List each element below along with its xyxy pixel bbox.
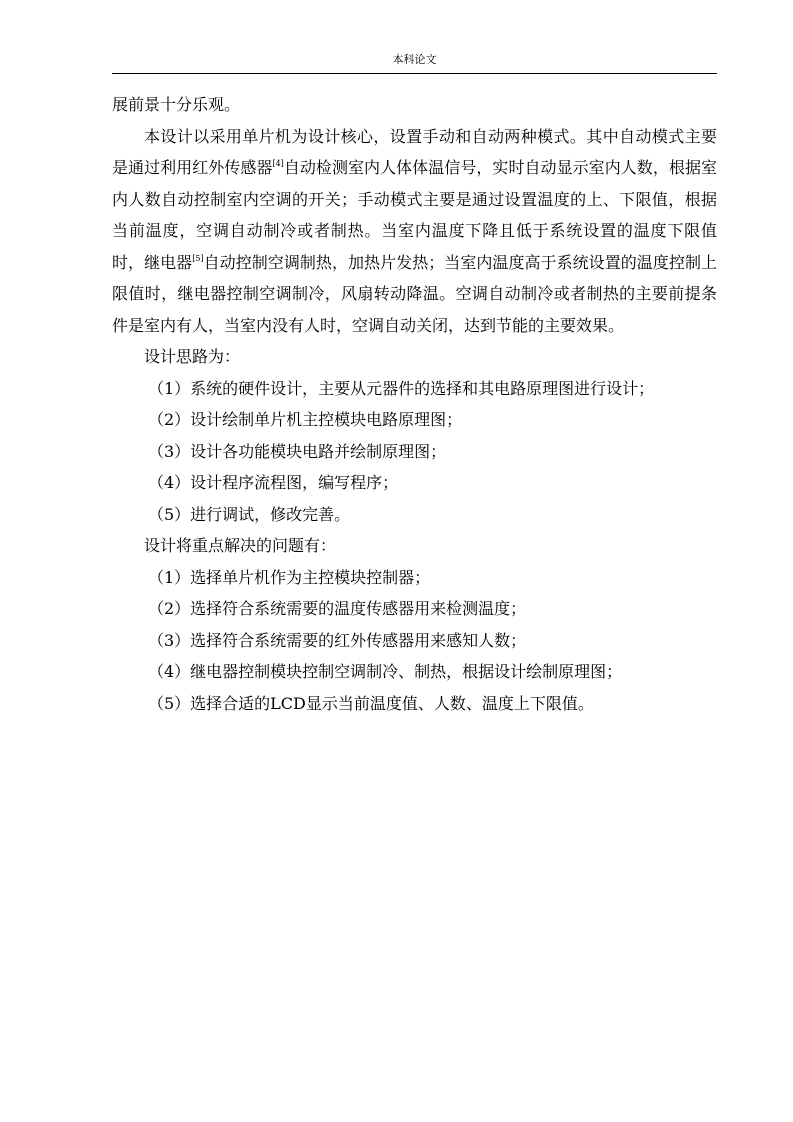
header-rule [112,73,717,74]
list-item: （5）选择合适的LCD显示当前温度值、人数、温度上下限值。 [148,693,594,713]
citation-ref: [5] [192,253,204,263]
paragraph-text: 自动控制空调制热，加热片发热；当室内温度高于系统设置的温度控制上限值时，继电器控制空调制冷，风扇转动降温。空调自动制冷或者制热的主要前提条件是室内有人，当室内没有人时，空调自动关闭，达到节能的主要效果。 [112,252,717,335]
list-item: （4）设计程序流程图，编写程序； [148,473,399,492]
paragraph-text: 本设计以采用单片机为设计核心，设置手动和自动两种模式。其中自动模式主要是通过利用红外传感器 [112,126,717,177]
citation-ref: [4] [272,159,284,168]
paragraph-continuation: 展前景十分乐观。 [112,95,241,114]
paragraph-design-overview [112,121,717,342]
list-item: （4）继电器控制模块控制空调制冷、制热，根据设计绘制原理图； [148,662,623,681]
body-text [112,89,717,719]
list-item: （3）选择符合系统需要的红外传感器用来感知人数； [148,630,527,650]
page-header: 本科论文 [392,53,437,66]
list-item: （5）进行调试，修改完善。 [148,504,351,524]
key-problems-heading: 设计将重点解决的问题有： [144,536,337,555]
list-item: （3）设计各功能模块电路并绘制原理图； [148,441,447,461]
paragraph-text: 自动检测室内人体体温信号，实时自动显示室内人数，根据室内人数自动控制室内空调的开关；手动模式主要是通过设置温度的上、下限值，根据当前温度，空调自动制冷或者制热。当室内温度下降且低于系统设置的温度下限值时，继电器 [112,158,717,272]
list-item: （2）设计绘制单片机主控模块电路原理图； [148,410,463,429]
list-item: （1）系统的硬件设计，主要从元器件的选择和其电路原理图进行设计； [148,378,655,398]
list-item: （1）选择单片机作为主控模块控制器； [148,567,431,587]
list-item: （2）选择符合系统需要的温度传感器用来检测温度； [148,599,527,618]
design-ideas-heading: 设计思路为： [144,347,241,366]
